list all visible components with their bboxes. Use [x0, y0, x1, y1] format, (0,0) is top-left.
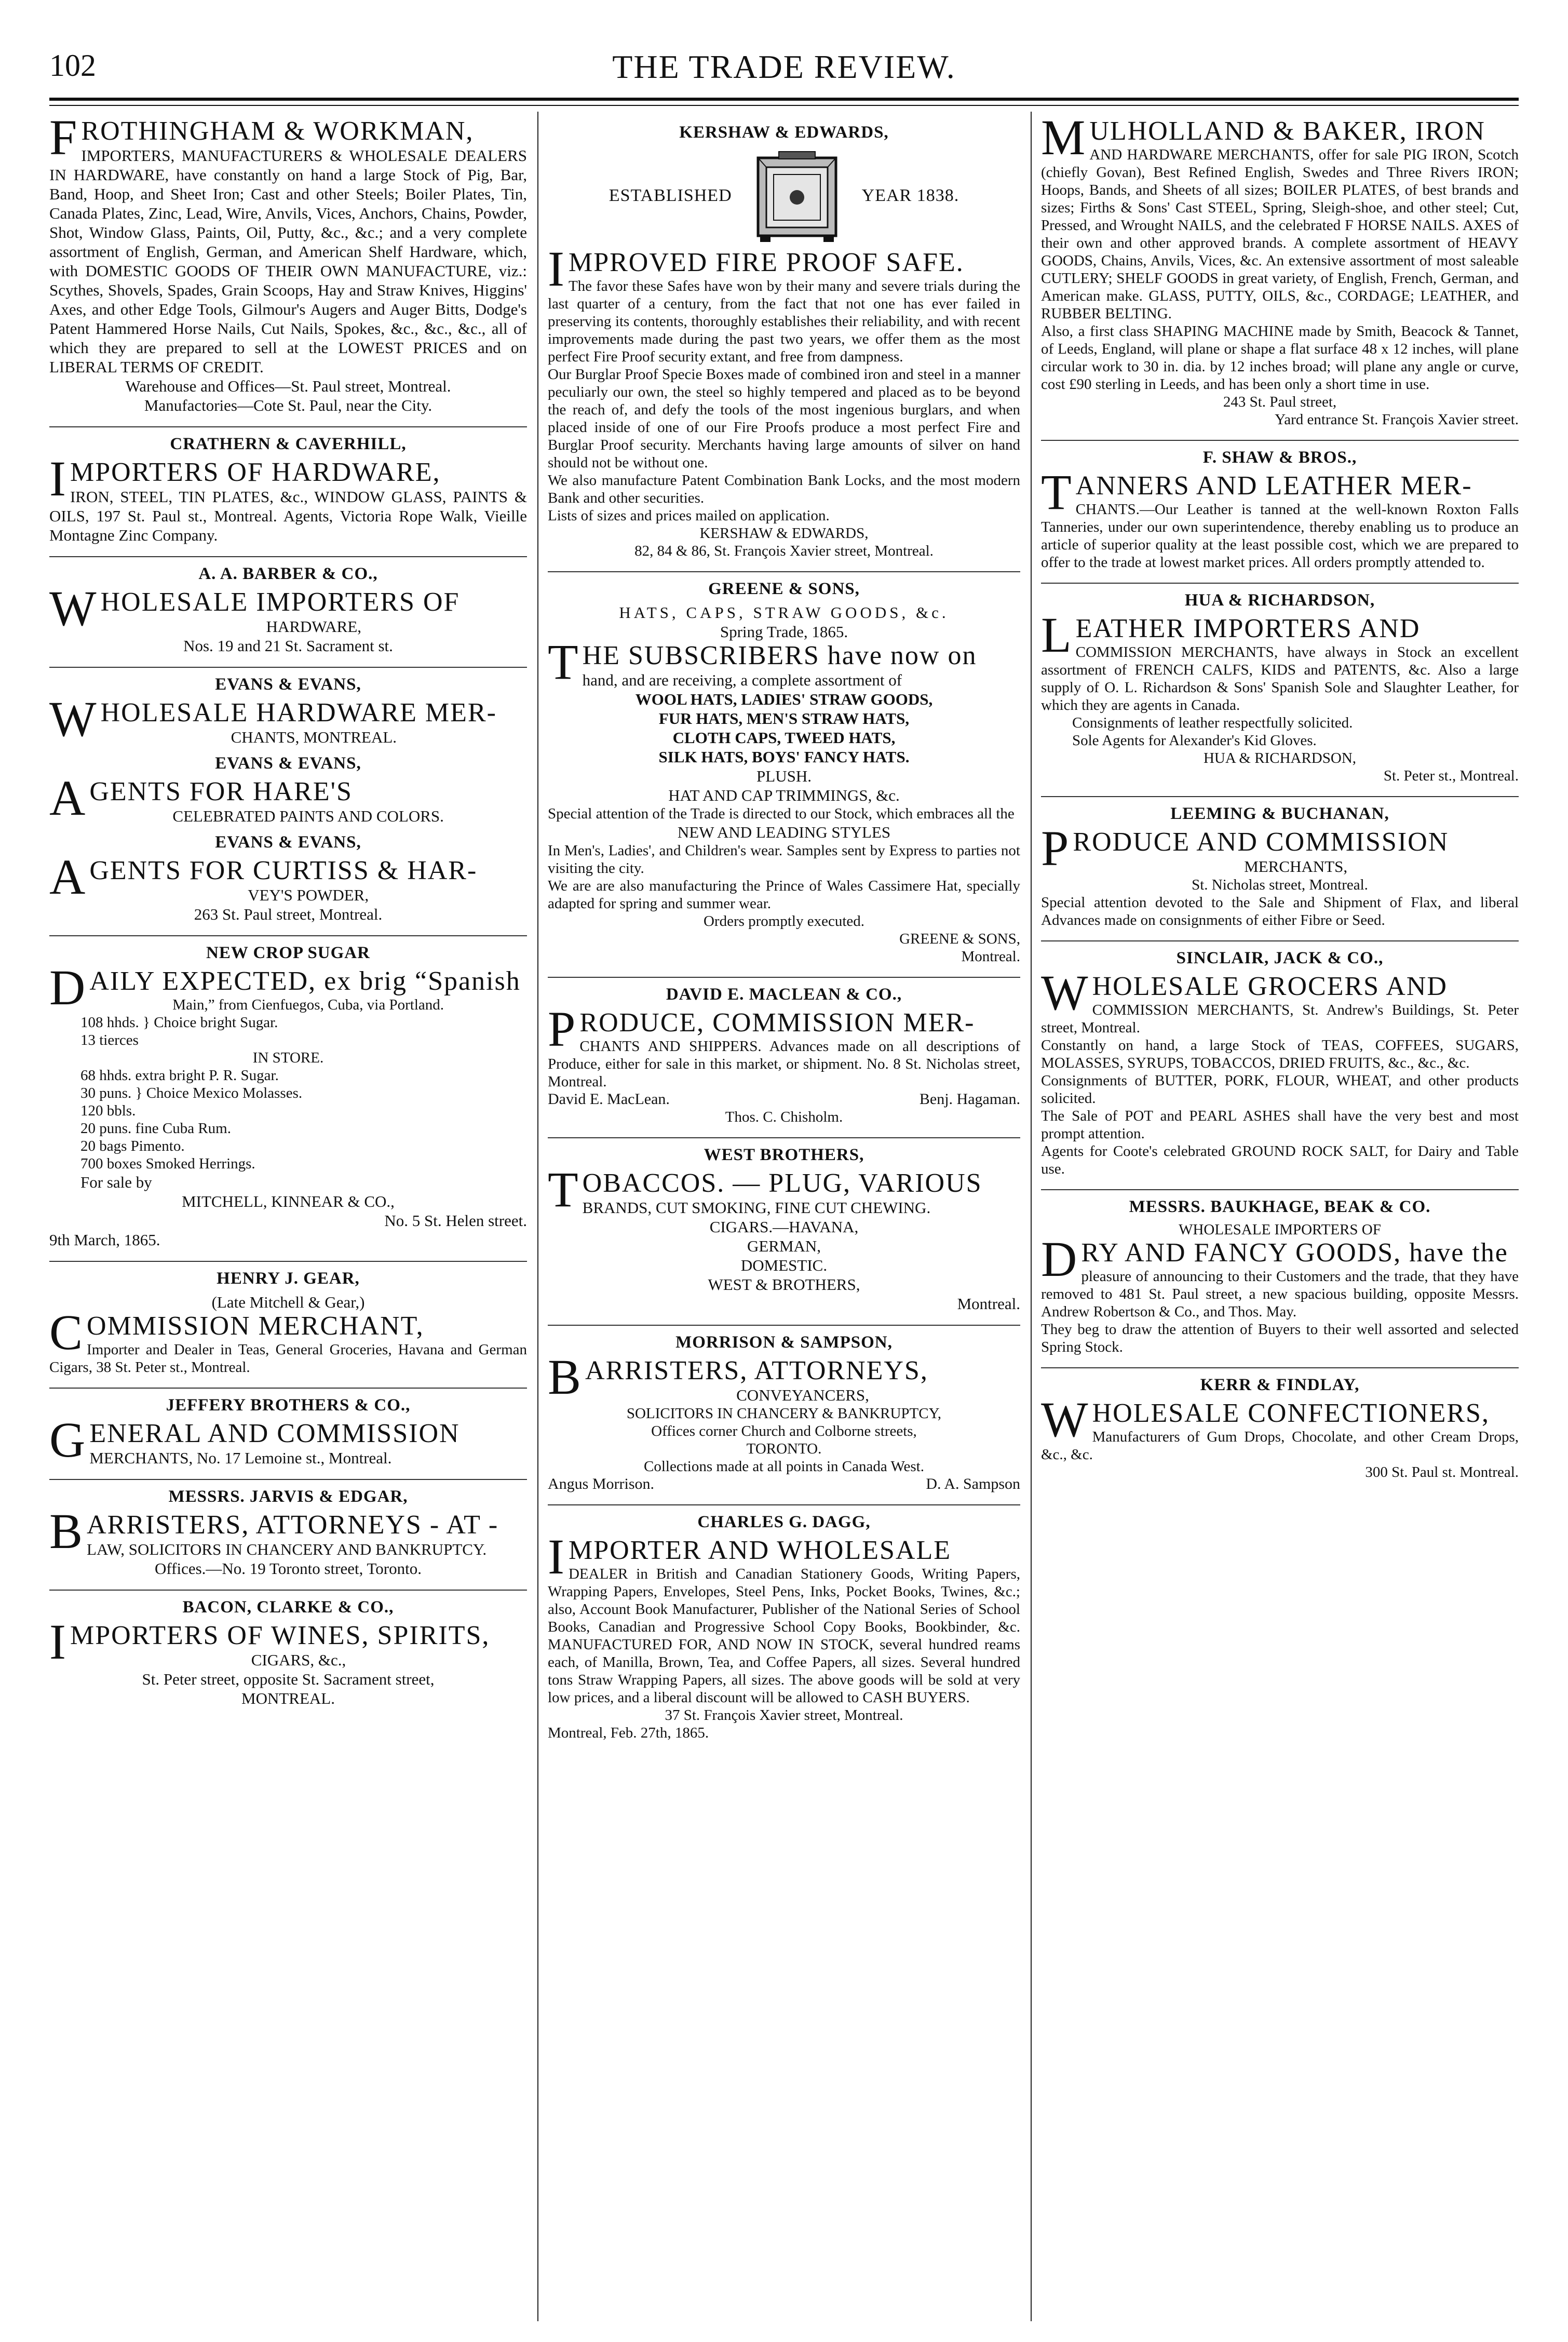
ad-body: Constantly on hand, a large Stock of TEAS, COFFEES, SUGARS, MOLASSES, SYRUPS, TOBACCOS, DRIED FRUITS, &c., &c., &c. [1041, 1037, 1519, 1071]
ad-body: pleasure of announcing to their Customers and the trade, that they have removed to 481 St. Paul street, a new spacious building, opposite Messrs. Andrew Robertson & Co., and Thos. May. [1041, 1268, 1519, 1320]
ad-heading: CRATHERN & CAVERHILL, [170, 435, 407, 453]
ad-divider [548, 977, 1020, 978]
ad-body: COMMISSION MERCHANTS, St. Andrew's Buildings, St. Peter street, Montreal. [1041, 1002, 1519, 1036]
ad-lead: PRODUCE, COMMISSION MER- [548, 1001, 975, 1057]
ad-heading: CHARLES G. DAGG, [697, 1513, 871, 1531]
ad-body: Agents for Coote's celebrated GROUND ROCK SALT, for Dairy and Table use. [1041, 1143, 1519, 1177]
ad-lead: BARRISTERS, ATTORNEYS, [548, 1349, 928, 1405]
ad-line: For sale by [80, 1173, 152, 1191]
column-middle [548, 117, 1020, 2321]
masthead-title: THE TRADE REVIEW. [612, 48, 956, 85]
ad-lead: DRY AND FANCY GOODS, have the [1041, 1231, 1508, 1287]
ad-divider [1041, 1189, 1519, 1190]
ad-heading: DAVID E. MACLEAN & CO., [666, 985, 902, 1004]
ad-address: 263 St. Paul street, Montreal. [194, 905, 383, 923]
ad-lead: AGENTS FOR HARE'S [49, 770, 353, 826]
ad-address: 37 St. François Xavier street, Montreal. [665, 1707, 903, 1724]
ad-divider [548, 1325, 1020, 1326]
page-number: 102 [49, 48, 96, 83]
ad-divider [49, 1261, 527, 1262]
ad-address: St. Peter st., Montreal. [1383, 768, 1519, 784]
ad-subline: WHOLESALE IMPORTERS OF [1179, 1221, 1381, 1238]
ad-heading: KERSHAW & EDWARDS, [679, 123, 889, 142]
partner-name: David E. MacLean. [548, 1091, 670, 1108]
ad-gear [49, 1269, 527, 1376]
ad-heading: SINCLAIR, JACK & CO., [1176, 949, 1384, 967]
ad-heading: EVANS & EVANS, [215, 754, 361, 773]
ad-lead: AGENTS FOR CURTISS & HAR- [49, 849, 478, 905]
ad-city: Montreal. [961, 948, 1020, 965]
ad-divider [1041, 583, 1519, 584]
ad-line: Main,” from Cienfuegos, Cuba, via Portland. [172, 997, 444, 1013]
ad-body: Our Burglar Proof Specie Boxes made of combined iron and steel in a manner peculiarly our own, the steel so highly tempered and placed as to be beyond the reach of, and defy the tools of the most ingenious burglars, and when placed inside of one of our Fire Proofs produce a most perfect Fire and Burglar Proof security. Merchants having large amounts of silver on hand should not be without one. [548, 366, 1020, 471]
names-row [548, 1091, 1020, 1108]
ad-body: We also manufacture Patent Combination Bank Locks, and the most modern Bank and other securities. [548, 472, 1020, 506]
ad-sinclair [1041, 949, 1519, 1178]
ad-signature: KERSHAW & EDWARDS, [699, 525, 869, 542]
ad-body: Importer and Dealer in Teas, General Groceries, Havana and German Cigars, 38 St. Peter st., Montreal. [49, 1341, 527, 1376]
partner-name: Benj. Hagaman. [919, 1091, 1020, 1108]
list-item: 120 bbls. [80, 1102, 136, 1119]
ad-line: 108 hhds. } Choice bright Sugar. [80, 1014, 278, 1031]
ad-body: They beg to draw the attention of Buyers to their well assorted and selected Spring Stock. [1041, 1321, 1519, 1355]
established-label: ESTABLISHED [609, 186, 732, 205]
ad-line: Collections made at all points in Canada West. [644, 1458, 924, 1475]
ad-divider [1041, 1367, 1519, 1368]
ad-line: Sole Agents for Alexander's Kid Gloves. [1072, 732, 1317, 749]
ad-body: Also, a first class SHAPING MACHINE made by Smith, Beacock & Tannet, of Leeds, England, will plane or shape a flat surface 48 x 12 inches, will plane circular work to 30 in. dia. by 12 inches broad; will plane any angle or curve, cost £90 sterling in Leeds, and has been only a short time in use. [1041, 323, 1519, 393]
ad-heading: MORRISON & SAMPSON, [675, 1333, 893, 1352]
ad-address: Offices corner Church and Colborne streets, [651, 1423, 917, 1439]
safe-illustration [748, 146, 846, 245]
ad-subline: CONVEYANCERS, [736, 1386, 869, 1404]
ad-lead: COMMISSION MERCHANT, [49, 1304, 424, 1360]
ad-lead: IMPROVED FIRE PROOF SAFE. [548, 241, 964, 297]
ad-lead: IMPORTER AND WHOLESALE [548, 1529, 952, 1584]
ad-body: Consignments of BUTTER, PORK, FLOUR, WHEAT, and other products solicited. [1041, 1072, 1519, 1107]
established-year: YEAR 1838. [861, 186, 959, 205]
ad-subline: HATS, CAPS, STRAW GOODS, &c. [619, 603, 949, 622]
ad-divider [49, 426, 527, 427]
ad-line: HAT AND CAP TRIMMINGS, &c. [668, 786, 900, 804]
ad-subline: CHANTS, MONTREAL. [231, 728, 397, 746]
ad-lead: GENERAL AND COMMISSION [49, 1412, 460, 1468]
ad-date: 9th March, 1865. [49, 1231, 160, 1249]
goods-line: SILK HATS, BOYS' FANCY HATS. [658, 748, 910, 766]
ad-seller: MITCHELL, KINNEAR & CO., [182, 1192, 395, 1210]
ad-divider [49, 667, 527, 668]
page-header [49, 48, 1519, 95]
ad-subline: MERCHANTS, [1244, 857, 1348, 876]
ad-evans-1 [49, 675, 527, 747]
ad-jarvis [49, 1487, 527, 1578]
ad-line: Orders promptly executed. [703, 913, 865, 930]
ad-line: NEW AND LEADING STYLES [677, 823, 891, 841]
ad-body: IRON, STEEL, TIN PLATES, &c., WINDOW GLASS, PAINTS & OILS, 197 St. Paul st., Montreal. Agents, Victoria Rope Walk, Vieille Montagne Zinc Company. [49, 488, 527, 544]
ad-lead: BARRISTERS, ATTORNEYS - AT - [49, 1503, 499, 1559]
goods-line: CLOTH CAPS, TWEED HATS, [672, 729, 896, 747]
ad-body: SOLICITORS IN CHANCERY & BANKRUPTCY, [626, 1405, 942, 1422]
ad-mulholland [1041, 117, 1519, 428]
ad-divider [1041, 796, 1519, 797]
ad-body: In Men's, Ladies', and Children's wear. Samples sent by Express to parties not visiting the city. [548, 842, 1020, 877]
ad-subline: CELEBRATED PAINTS AND COLORS. [172, 807, 444, 825]
list-item: 30 puns. } Choice Mexico Molasses. [80, 1085, 303, 1101]
ad-kershaw [548, 123, 1020, 560]
list-item: 68 hhds. extra bright P. R. Sugar. [80, 1067, 279, 1084]
ad-body: IMPORTERS, MANUFACTURERS & WHOLESALE DEALERS IN HARDWARE, have constantly on hand a large Stock of Pig, Bar, Band, Hoop, and Sheet Iron; Cast and other Steels; Boiler Plates, Tin, Canada Plates, Zinc, Lead, Wire, Anvils, Vices, Anchors, Chains, Powder, Shot, Window Glass, Paints, Oil, Putty, &c., &c.; and a very complete assortment of English, German, and American Shelf Hardware, which, with DOMESTIC GOODS OF THEIR OWN MANUFACTURE, viz.: Scythes, Shovels, Spades, Grain Scoops, Hay and Straw Knives, Higgins' Axes, and other Edge Tools, Gilmour's Augers and Auger Bitts, Dodge's Patent Hammered Horse Nails, Cut Nails, Spokes, &c., &c., &c., all of which they are prepared to sell at the LOWEST PRICES and on LIBERAL TERMS OF CREDIT. [49, 146, 527, 376]
ad-heading: BACON, CLARKE & CO., [182, 1598, 394, 1617]
ad-heading: KERR & FINDLAY, [1200, 1376, 1360, 1394]
ad-body: LAW, SOLICITORS IN CHANCERY AND BANKRUPTCY. [87, 1540, 487, 1558]
cigar-line: DOMESTIC. [740, 1256, 828, 1274]
goods-line: WOOL HATS, LADIES' STRAW GOODS, [635, 690, 933, 708]
ad-heading: EVANS & EVANS, [215, 675, 361, 694]
ad-body: The favor these Safes have won by their many and severe trials during the last quarter of a century, from the fact that not one has ever failed in preserving its contents, thoroughly establishes their reliability, and with recent improvements made during the past two years, we offer them as the most perfect Fire Proof security extant, and free from dampness. [548, 278, 1020, 365]
ad-divider [49, 1479, 527, 1480]
ad-heading: EVANS & EVANS, [215, 833, 361, 852]
ad-body: Special attention of the Trade is directed to our Stock, which embraces all the [548, 805, 1015, 822]
ad-evans-3 [49, 833, 527, 924]
ad-lead: FROTHINGHAM & WORKMAN, [49, 117, 474, 165]
ad-lead: IMPORTERS OF WINES, SPIRITS, [49, 1614, 490, 1670]
ad-body: MERCHANTS, No. 17 Lemoine st., Montreal. [89, 1449, 392, 1467]
ad-address: Manufactories—Cote St. Paul, near the City. [144, 396, 432, 414]
established-row [548, 146, 1020, 245]
ad-lead: IMPORTERS OF HARDWARE, [49, 451, 441, 506]
ad-body: CHANTS.—Our Leather is tanned at the well-known Roxton Falls Tanneries, under our own superintendence, thereby enabling us to produce an article of superior quality at the least possible cost, which we are prepared to offer to the trade at lowest market prices. All orders promptly attended to. [1041, 501, 1519, 571]
ad-morrison [548, 1333, 1020, 1493]
ad-divider [548, 1137, 1020, 1138]
ad-line: Lists of sizes and prices mailed on application. [548, 507, 830, 524]
ad-subline: HARDWARE, [266, 617, 362, 636]
ad-season: Spring Trade, 1865. [720, 623, 848, 641]
ad-dagg [548, 1513, 1020, 1742]
ad-lead: LEATHER IMPORTERS AND [1041, 607, 1421, 663]
ad-body: We are are also manufacturing the Prince of Wales Cassimere Hat, specially adapted for spring and summer wear. [548, 878, 1020, 912]
names-row [548, 1475, 1020, 1493]
ad-divider [548, 571, 1020, 572]
ad-subline: (Late Mitchell & Gear,) [211, 1293, 365, 1311]
ad-heading: GREENE & SONS, [708, 580, 860, 598]
ad-sugar [49, 944, 527, 1249]
ad-body: hand, and are receiving, a complete assortment of [582, 671, 902, 689]
ad-address: Offices.—No. 19 Toronto street, Toronto. [155, 1559, 422, 1578]
ad-address: 243 St. Paul street, [1223, 394, 1337, 410]
ad-subline: CIGARS, &c., [251, 1651, 346, 1669]
ad-lead: TANNERS AND LEATHER MER- [1041, 464, 1472, 520]
ad-signature: WEST & BROTHERS, [708, 1275, 860, 1294]
ad-heading: MESSRS. BAUKHAGE, BEAK & CO. [1129, 1197, 1431, 1216]
ad-divider [49, 1590, 527, 1591]
ad-address: 300 St. Paul st. Montreal. [1365, 1464, 1519, 1480]
ad-lead: WHOLESALE GROCERS AND [1041, 965, 1448, 1020]
ad-lead: WHOLESALE IMPORTERS OF [49, 581, 460, 636]
ad-line: Consignments of leather respectfully solicited. [1072, 715, 1353, 731]
ad-signature: HUA & RICHARDSON, [1203, 750, 1357, 766]
goods-line: FUR HATS, MEN'S STRAW HATS, [658, 709, 910, 728]
ad-divider [49, 935, 527, 936]
partner-name: Angus Morrison. [548, 1475, 655, 1492]
ad-address: St. Peter street, opposite St. Sacrament street, [142, 1670, 435, 1688]
ad-heading: F. SHAW & BROS., [1202, 448, 1357, 467]
ad-body: The Sale of POT and PEARL ASHES shall have the very best and most prompt attention. [1041, 1108, 1519, 1142]
ad-divider [548, 1504, 1020, 1505]
ad-body: COMMISSION MERCHANTS, have always in Stock an excellent assortment of FRENCH CALFS, KIDS and PATENTS, &c. Also a large supply of O. L. Richardson & Sons' Spanish Sole and Slaughter Leather, for which they are agents in Canada. [1041, 644, 1519, 714]
ad-baukhage [1041, 1197, 1519, 1356]
cigar-line: CIGARS.—HAVANA, [709, 1218, 859, 1236]
ad-city: MONTREAL. [241, 1689, 335, 1707]
ad-heading: WEST BROTHERS, [704, 1146, 864, 1164]
ad-address: Yard entrance St. François Xavier street. [1275, 411, 1519, 428]
ad-line: 13 tierces [80, 1032, 139, 1048]
ad-barber [49, 564, 527, 655]
partner-name: D. A. Sampson [926, 1475, 1020, 1492]
ad-shaw [1041, 448, 1519, 571]
header-rule [49, 98, 1519, 101]
ad-hua [1041, 591, 1519, 785]
column-rule [537, 112, 538, 2321]
ad-address: Warehouse and Offices—St. Paul street, Montreal. [125, 377, 451, 395]
ad-greene [548, 580, 1020, 965]
ad-address: St. Nicholas street, Montreal. [1192, 877, 1368, 893]
column-right [1041, 117, 1519, 2321]
ad-divider [1041, 440, 1519, 441]
ad-divider [1041, 940, 1519, 941]
ad-heading: LEEMING & BUCHANAN, [1170, 804, 1389, 823]
ad-kerr [1041, 1376, 1519, 1481]
ad-maclean [548, 985, 1020, 1126]
ad-lead: WHOLESALE CONFECTIONERS, [1041, 1392, 1490, 1447]
ad-jeffery [49, 1396, 527, 1468]
ad-city: Montreal. [957, 1295, 1020, 1313]
ad-heading: NEW CROP SUGAR [206, 944, 370, 962]
partner-name: Thos. C. Chisholm. [725, 1109, 843, 1125]
ad-divider [49, 556, 527, 557]
ad-lead: MULHOLLAND & BAKER, IRON [1041, 117, 1485, 165]
column-rule [1031, 112, 1032, 2321]
ad-signature: GREENE & SONS, [899, 931, 1020, 947]
header-rule-thin [49, 105, 1519, 106]
ad-body: AND HARDWARE MERCHANTS, offer for sale PIG IRON, Scotch (chiefly Govan), Best Refined English, Swedes and Three Rivers IRON; Hoops, Bands, and Sheets of all sizes; BOILER PLATES, of best brands and sizes; Firths & Sons' Cast STEEL, Spring, Sleigh-shoe, and other steel; Cut, Pressed, and Wrought NAILS, and the celebrated F HORSE NAILS. AXES of their own and other approved brands. A complete assortment of HEAVY GOODS, Chains, Anvils, Vices, &c. An extensive assortment of most saleable CUTLERY; SHELF GOODS in great variety, of English, French, German, and American make. GLASS, PUTTY, OILS, &c., CORDAGE; LEATHER, and RUBBER BELTING. [1041, 146, 1519, 322]
column-left [49, 117, 527, 2321]
ad-date: Montreal, Feb. 27th, 1865. [548, 1725, 709, 1741]
ad-subline: VEY'S POWDER, [248, 886, 369, 904]
ad-heading: HENRY J. GEAR, [217, 1269, 360, 1288]
ad-lead: WHOLESALE HARDWARE MER- [49, 691, 497, 747]
list-item: 20 bags Pimento. [80, 1138, 185, 1154]
ad-body: Special attention devoted to the Sale and Shipment of Flax, and liberal Advances made on consignments of either Fibre or Seed. [1041, 894, 1519, 928]
ad-lead: TOBACCOS. — PLUG, VARIOUS [548, 1162, 982, 1217]
ad-lead: THE SUBSCRIBERS have now on [548, 634, 977, 690]
ad-divider [49, 1388, 527, 1389]
ad-heading: MESSRS. JARVIS & EDGAR, [168, 1487, 408, 1506]
ad-body: DEALER in British and Canadian Stationery Goods, Writing Papers, Wrapping Papers, Envelopes, Steel Pens, Inks, Pocket Books, Twines, &c.; also, Account Book Manufacturer, Publisher of the National Series of School Books, Canadian and Progressive School Copy Books, Bookbinder, &c. MANUFACTURED FOR, AND NOW IN STOCK, several hundred reams each, of Manilla, Brown, Tea, and Coffee Papers, all sizes. Several hundred tons Straw Wrapping Papers, all sizes. The above goods will be sold at very low prices, and a liberal discount will be allowed to CASH BUYERS. [548, 1566, 1020, 1706]
list-item: 700 boxes Smoked Herrings. [80, 1155, 255, 1172]
ad-lead: PRODUCE AND COMMISSION [1041, 820, 1449, 876]
ad-crathern [49, 435, 527, 545]
ad-evans-2 [49, 754, 527, 826]
ad-heading: JEFFERY BROTHERS & CO., [166, 1396, 411, 1415]
ad-lead: DAILY EXPECTED, ex brig “Spanish [49, 960, 521, 1015]
ad-address: Nos. 19 and 21 St. Sacrament st. [183, 637, 393, 655]
ad-body: Manufacturers of Gum Drops, Chocolate, and other Cream Drops, &c., &c. [1041, 1429, 1519, 1463]
ad-line: PLUSH. [756, 767, 812, 785]
ad-address: No. 5 St. Helen street. [384, 1212, 527, 1230]
cigar-line: GERMAN, [747, 1237, 821, 1255]
ad-bacon [49, 1598, 527, 1708]
ad-body: CHANTS AND SHIPPERS. Advances made on all descriptions of Produce, either for sale in this market, or shipment. No. 8 St. Nicholas street, Montreal. [548, 1038, 1020, 1090]
ad-heading: A. A. BARBER & CO., [198, 564, 378, 583]
ad-heading: HUA & RICHARDSON, [1184, 591, 1375, 610]
ad-city: TORONTO. [746, 1441, 822, 1457]
ad-instore: IN STORE. [252, 1049, 324, 1066]
ad-frothingham [49, 117, 527, 415]
ad-leeming [1041, 804, 1519, 929]
ad-body: BRANDS, CUT SMOKING, FINE CUT CHEWING. [582, 1199, 931, 1217]
ad-address: 82, 84 & 86, St. François Xavier street, Montreal. [634, 543, 934, 559]
ad-west [548, 1146, 1020, 1313]
list-item: 20 puns. fine Cuba Rum. [80, 1120, 231, 1137]
